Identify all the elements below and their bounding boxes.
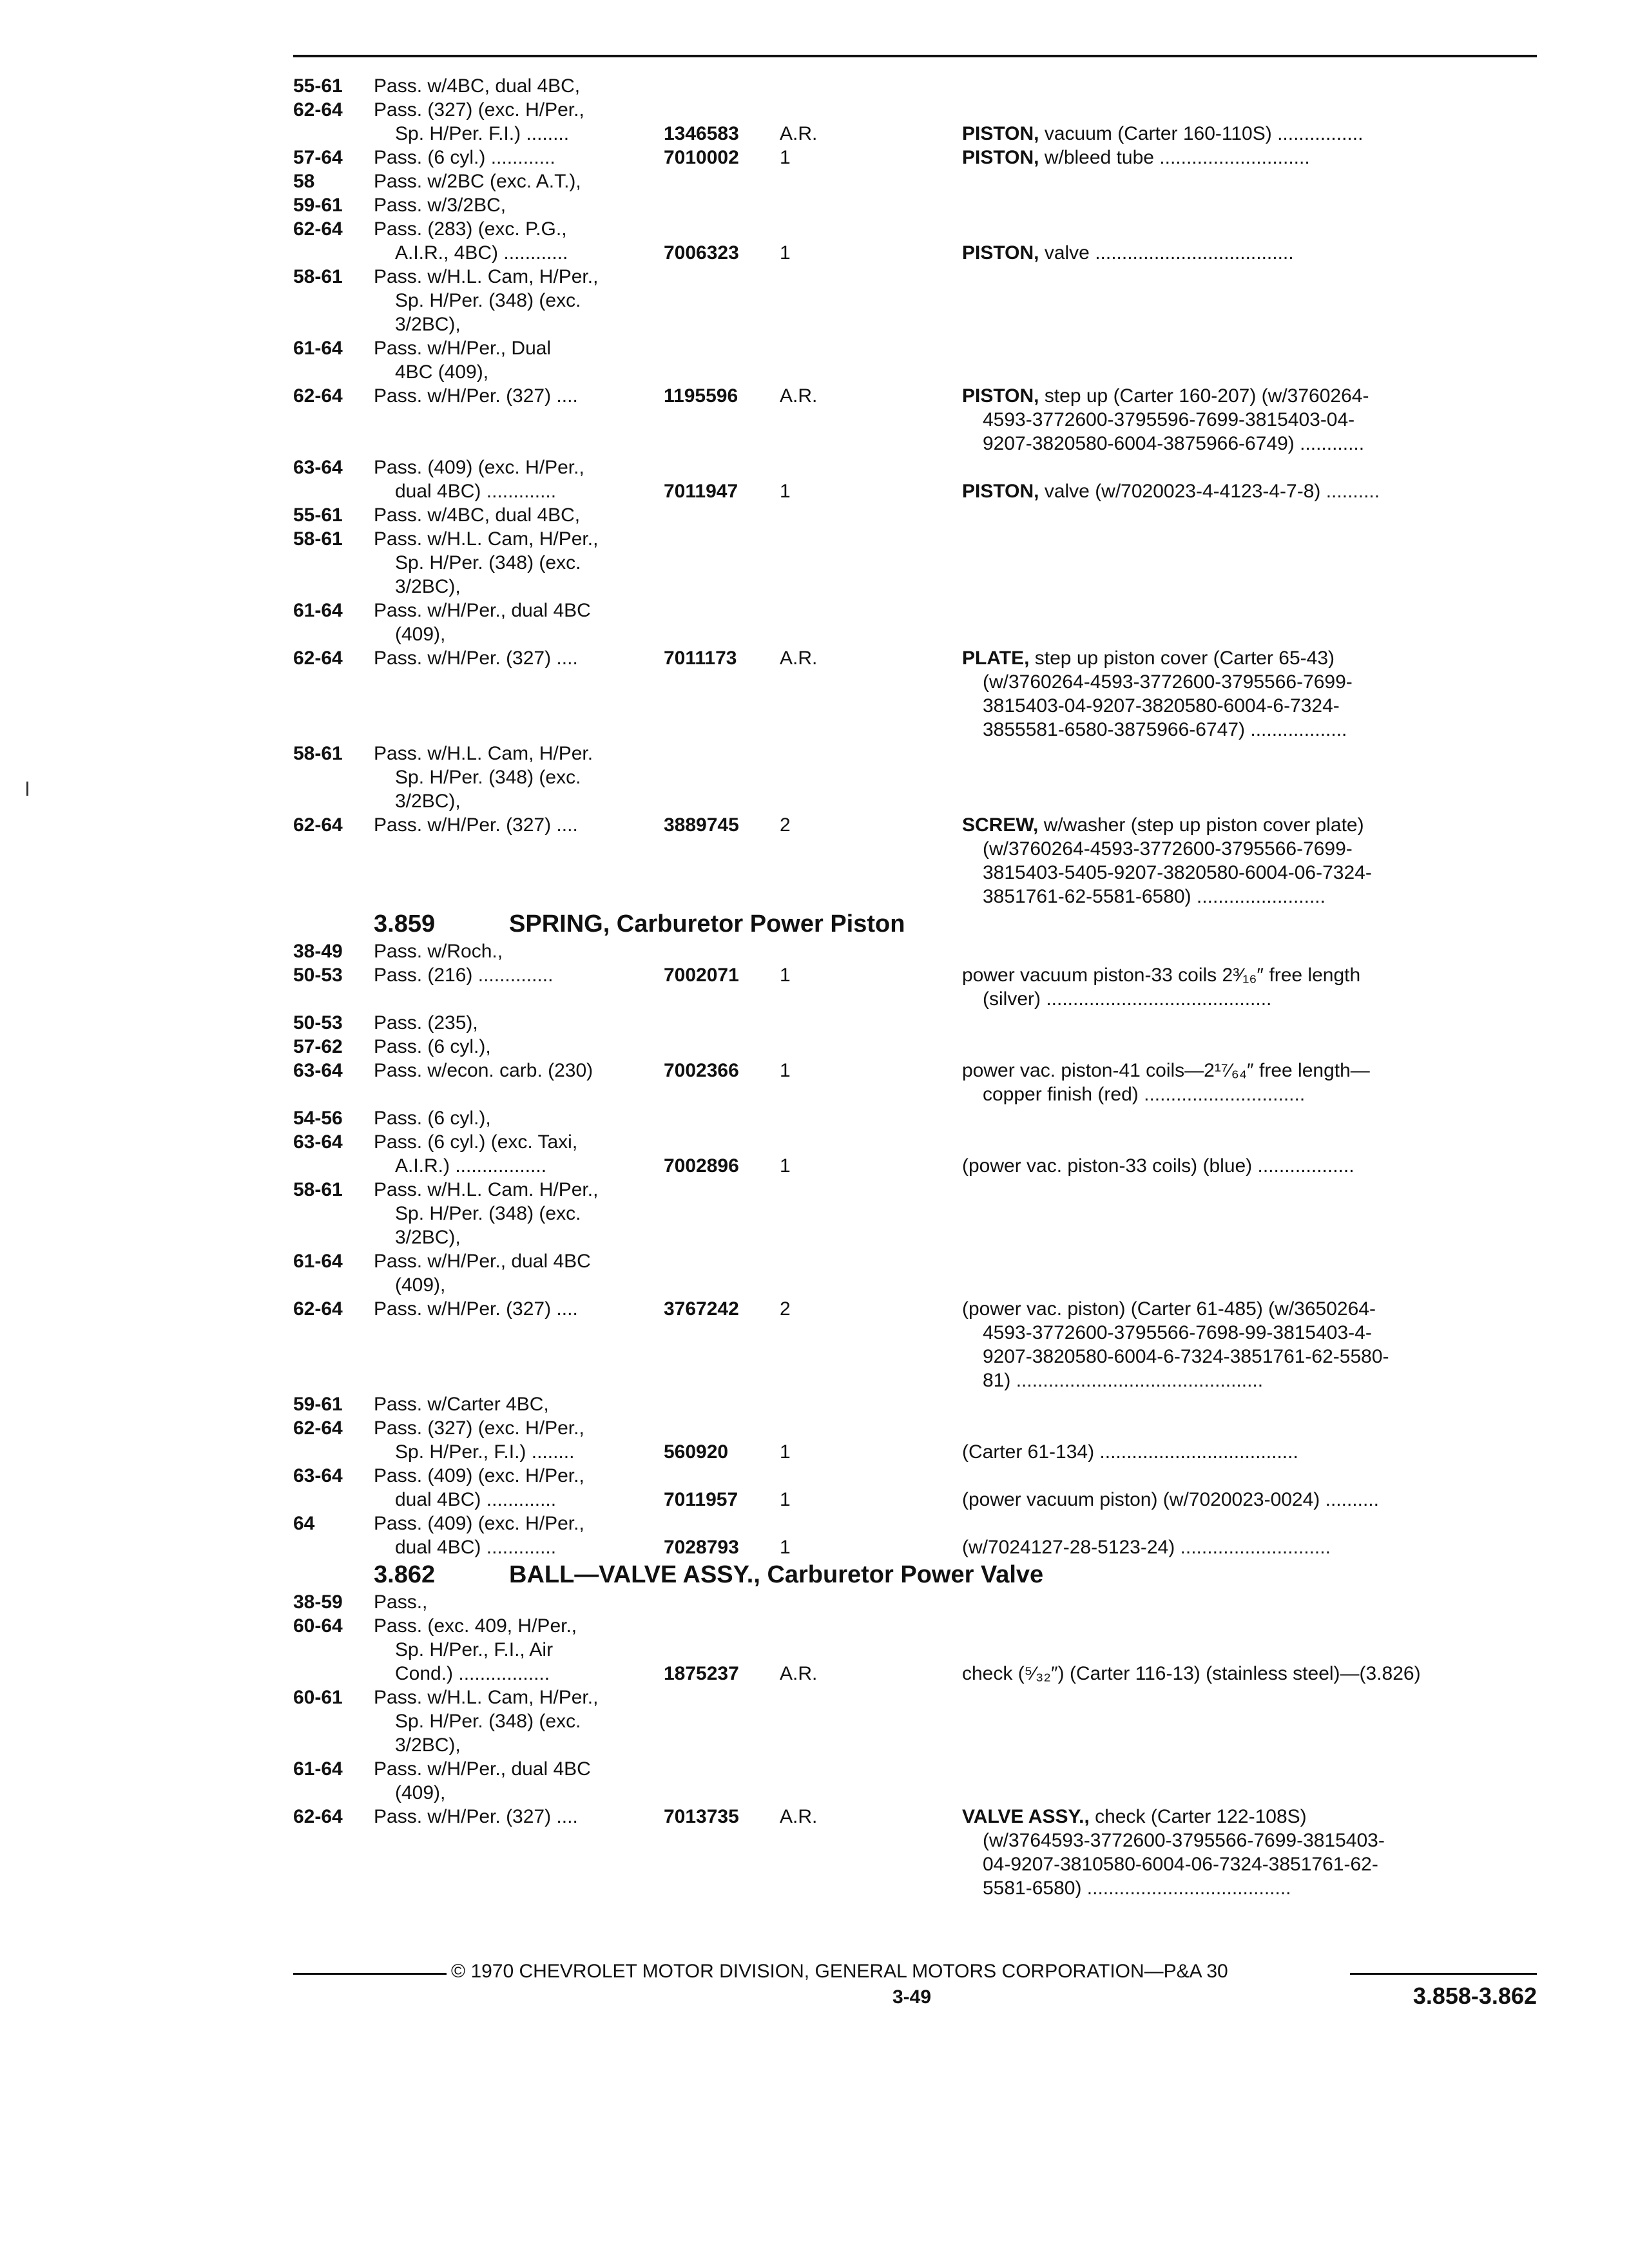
table-row <box>293 1488 1537 1512</box>
application-text: Sp. H/Per. (348) (exc. <box>395 1711 581 1732</box>
section-number: 3.859 <box>374 910 436 937</box>
section-heading <box>293 908 1537 939</box>
table-row <box>293 694 1537 718</box>
part-number: 7028793 <box>664 1537 739 1558</box>
application-text: Pass. (327) (exc. H/Per., <box>374 1418 584 1439</box>
application-text: Pass. w/H.L. Cam, H/Per. <box>374 743 593 764</box>
year-range: 62-64 <box>293 385 343 407</box>
year-range: 54-56 <box>293 1108 343 1129</box>
description-text: 5581-6580) ...................................... <box>983 1878 1291 1899</box>
year-range: 50-53 <box>293 1012 343 1033</box>
application-text: Pass. w/4BC, dual 4BC, <box>374 505 581 526</box>
application-text: Sp. H/Per., F.I., Air <box>395 1639 554 1660</box>
part-name: PISTON, <box>962 147 1039 168</box>
part-description <box>983 837 1557 861</box>
section-title: SPRING, Carburetor Power Piston <box>509 910 905 937</box>
part-number: 7011173 <box>664 648 737 669</box>
description-text: 4593-3772600-3795566-7698-99-3815403-4- <box>983 1322 1372 1343</box>
part-description <box>983 1369 1557 1392</box>
application-text: Pass. w/H/Per., dual 4BC <box>374 1758 591 1780</box>
application-text: Sp. H/Per. F.I.) ........ <box>395 123 570 144</box>
part-number: 1346583 <box>664 123 739 144</box>
table-row <box>293 1757 1537 1781</box>
table-row <box>293 813 1537 837</box>
year-range: 62-64 <box>293 218 343 240</box>
description-text: (w/3760264-4593-3772600-3795566-7699- <box>983 838 1353 860</box>
table-row <box>293 74 1537 98</box>
quantity: 1 <box>780 965 791 986</box>
application-text: Pass. w/3/2BC, <box>374 195 506 216</box>
application-text: Sp. H/Per., F.I.) ........ <box>395 1441 575 1463</box>
part-description <box>983 670 1557 694</box>
part-description <box>983 885 1557 908</box>
part-number: 1195596 <box>664 385 738 407</box>
scan-mark <box>26 782 28 796</box>
application-text: Cond.) ................. <box>395 1663 550 1684</box>
part-number: 7011957 <box>664 1489 738 1510</box>
application-text: (409), <box>395 1782 446 1803</box>
table-row <box>293 384 1537 408</box>
application-text: Pass. w/H/Per. (327) .... <box>374 385 578 407</box>
description-text: (power vac. piston-33 coils) (blue) .................. <box>962 1155 1354 1177</box>
year-range: 38-49 <box>293 941 343 962</box>
application-text: dual 4BC) ............. <box>395 481 557 502</box>
application-text: Pass. w/4BC, dual 4BC, <box>374 75 581 97</box>
table-row <box>293 1535 1537 1559</box>
application-text: dual 4BC) ............. <box>395 1489 557 1510</box>
application-text: Pass. w/H/Per., Dual <box>374 338 552 359</box>
year-range: 62-64 <box>293 648 343 669</box>
quantity: A.R. <box>780 385 818 407</box>
table-row <box>293 169 1537 193</box>
quantity: A.R. <box>780 1663 818 1684</box>
table-row <box>293 1202 1537 1225</box>
table-row <box>293 1273 1537 1297</box>
section-heading <box>293 1559 1537 1590</box>
part-description <box>983 1829 1557 1852</box>
year-range: 63-64 <box>293 457 343 478</box>
table-row <box>293 241 1537 265</box>
quantity: A.R. <box>780 123 818 144</box>
table-row <box>293 670 1537 694</box>
year-range: 62-64 <box>293 1418 343 1439</box>
year-range: 55-61 <box>293 75 343 97</box>
part-description <box>983 408 1557 432</box>
table-row <box>293 1512 1537 1535</box>
table-row <box>293 1416 1537 1440</box>
table-row <box>293 1614 1537 1638</box>
table-row <box>293 527 1537 551</box>
part-description <box>983 694 1557 718</box>
part-description <box>983 987 1557 1011</box>
table-row <box>293 1781 1537 1805</box>
table-row <box>293 193 1537 217</box>
quantity: 1 <box>780 1155 791 1177</box>
application-text: Sp. H/Per. (348) (exc. <box>395 290 581 311</box>
table-row <box>293 1852 1537 1876</box>
application-text: Pass. (327) (exc. H/Per., <box>374 99 584 120</box>
page-number: 3-49 <box>892 1986 932 2008</box>
table-row <box>293 646 1537 670</box>
part-name: PISTON, <box>962 481 1039 502</box>
description-text: step up (Carter 160-207) (w/3760264- <box>1039 385 1369 407</box>
table-row <box>293 217 1537 241</box>
part-description <box>962 479 1537 503</box>
year-range: 63-64 <box>293 1131 343 1153</box>
description-text: 3815403-5405-9207-3820580-6004-06-7324- <box>983 862 1372 883</box>
year-range: 58 <box>293 171 315 192</box>
description-text: (w/3760264-4593-3772600-3795566-7699- <box>983 671 1353 693</box>
application-text: Pass. (exc. 409, H/Per., <box>374 1615 577 1637</box>
part-description <box>962 1059 1537 1082</box>
year-range: 61-64 <box>293 1758 343 1780</box>
part-description <box>962 813 1537 837</box>
part-number: 3889745 <box>664 814 739 836</box>
application-text: 4BC (409), <box>395 361 489 383</box>
section-range: 3.858-3.862 <box>1412 1983 1537 2009</box>
top-rule <box>293 55 1537 57</box>
description-text: w/washer (step up piston cover plate) <box>1038 814 1364 836</box>
year-range: 57-64 <box>293 147 343 168</box>
table-row <box>293 622 1537 646</box>
year-range: 61-64 <box>293 338 343 359</box>
part-name: VALVE ASSY., <box>962 1806 1090 1827</box>
table-row <box>293 360 1537 384</box>
table-row <box>293 1638 1537 1662</box>
description-text: check (Carter 122-108S) <box>1089 1806 1307 1827</box>
year-range: 61-64 <box>293 600 343 621</box>
table-row <box>293 1686 1537 1709</box>
part-description <box>983 1345 1557 1369</box>
part-description <box>983 432 1557 456</box>
table-row <box>293 1369 1537 1392</box>
table-row <box>293 98 1537 122</box>
description-text: (power vacuum piston) (w/7020023-0024) .......... <box>962 1489 1379 1510</box>
application-text: Pass. (409) (exc. H/Per., <box>374 457 584 478</box>
quantity: 1 <box>780 1489 791 1510</box>
part-number: 7002071 <box>664 965 739 986</box>
application-text: Pass. w/H/Per., dual 4BC <box>374 1251 591 1272</box>
year-range: 63-64 <box>293 1060 343 1081</box>
application-text: dual 4BC) ............. <box>395 1537 557 1558</box>
description-text: 3815403-04-9207-3820580-6004-6-7324- <box>983 695 1340 716</box>
application-text: Pass. (235), <box>374 1012 478 1033</box>
description-text: w/bleed tube ............................ <box>1039 147 1310 168</box>
part-description <box>962 1297 1537 1321</box>
application-text: Sp. H/Per. (348) (exc. <box>395 1203 581 1224</box>
footer-rule-left <box>293 1973 447 1975</box>
table-row <box>293 837 1537 861</box>
table-row <box>293 599 1537 622</box>
quantity: 2 <box>780 1298 791 1320</box>
part-description <box>962 1805 1537 1829</box>
table-row <box>293 1082 1537 1106</box>
application-text: Pass. (409) (exc. H/Per., <box>374 1465 584 1486</box>
quantity: 1 <box>780 1441 791 1463</box>
table-row <box>293 987 1537 1011</box>
quantity: 1 <box>780 1537 791 1558</box>
table-row <box>293 1829 1537 1852</box>
part-description <box>962 1535 1537 1559</box>
quantity: A.R. <box>780 648 818 669</box>
quantity: 2 <box>780 814 791 836</box>
table-row <box>293 1876 1537 1900</box>
application-text: Pass. (283) (exc. P.G., <box>374 218 567 240</box>
application-text: Pass. (6 cyl.), <box>374 1108 491 1129</box>
application-text: 3/2BC), <box>395 1735 461 1756</box>
application-text: (409), <box>395 1274 446 1296</box>
table-row <box>293 1035 1537 1059</box>
table-row <box>293 289 1537 312</box>
description-text: vacuum (Carter 160-110S) ................ <box>1039 123 1364 144</box>
part-number: 560920 <box>664 1441 729 1463</box>
application-text: Pass. w/H/Per., dual 4BC <box>374 600 591 621</box>
description-text: (power vac. piston) (Carter 61-485) (w/3650264- <box>962 1298 1376 1320</box>
application-text: Pass. w/Roch., <box>374 941 503 962</box>
table-row <box>293 265 1537 289</box>
part-number: 7010002 <box>664 147 739 168</box>
quantity: 1 <box>780 242 791 264</box>
description-text: 9207-3820580-6004-6-7324-3851761-62-5580- <box>983 1346 1389 1367</box>
part-description <box>962 1440 1537 1464</box>
table-row <box>293 503 1537 527</box>
table-row <box>293 1464 1537 1488</box>
description-text: check (⁵⁄₃₂″) (Carter 116-13) (stainless steel)—(3.826) <box>962 1663 1421 1684</box>
description-text: 3855581-6580-3875966-6747) .................. <box>983 719 1347 740</box>
year-range: 38-59 <box>293 1591 343 1613</box>
application-text: Pass. w/2BC (exc. A.T.), <box>374 171 581 192</box>
table-row <box>293 312 1537 336</box>
table-row <box>293 1059 1537 1082</box>
description-text: (Carter 61-134) ..................................... <box>962 1441 1298 1463</box>
table-row <box>293 1297 1537 1321</box>
part-description <box>962 1154 1537 1178</box>
application-text: Pass. w/H.L. Cam. H/Per., <box>374 1179 599 1200</box>
part-description <box>962 384 1537 408</box>
year-range: 62-64 <box>293 99 343 120</box>
application-text: 3/2BC), <box>395 791 461 812</box>
part-number: 7013735 <box>664 1806 739 1827</box>
table-row <box>293 1345 1537 1369</box>
part-description <box>962 146 1537 169</box>
application-text: Pass. w/H/Per. (327) .... <box>374 814 578 836</box>
year-range: 58-61 <box>293 1179 343 1200</box>
application-text: Pass. w/H.L. Cam, H/Per., <box>374 528 599 550</box>
table-row <box>293 1130 1537 1154</box>
table-row <box>293 1805 1537 1829</box>
part-description <box>962 1662 1537 1686</box>
part-description <box>983 1852 1557 1876</box>
part-description <box>962 1488 1537 1512</box>
year-range: 58-61 <box>293 266 343 287</box>
table-row <box>293 1590 1537 1614</box>
application-text: 3/2BC), <box>395 1227 461 1248</box>
application-text: Pass. (6 cyl.) (exc. Taxi, <box>374 1131 578 1153</box>
table-row <box>293 408 1537 432</box>
table-row <box>293 122 1537 146</box>
quantity: 1 <box>780 147 791 168</box>
part-description <box>983 1876 1557 1900</box>
application-text: A.I.R., 4BC) ............ <box>395 242 568 264</box>
year-range: 55-61 <box>293 505 343 526</box>
table-row <box>293 939 1537 963</box>
table-row <box>293 336 1537 360</box>
year-range: 63-64 <box>293 1465 343 1486</box>
table-row <box>293 1154 1537 1178</box>
table-row <box>293 742 1537 765</box>
table-row <box>293 789 1537 813</box>
description-text: copper finish (red) .............................. <box>983 1084 1306 1105</box>
table-row <box>293 1709 1537 1733</box>
table-row <box>293 1011 1537 1035</box>
quantity: 1 <box>780 481 791 502</box>
application-text: Pass. (6 cyl.) ............ <box>374 147 555 168</box>
description-text: 04-9207-3810580-6004-06-7324-3851761-62- <box>983 1854 1378 1875</box>
application-text: 3/2BC), <box>395 576 461 597</box>
description-text: power vac. piston-41 coils—2¹⁷⁄₆₄″ free length— <box>962 1060 1370 1081</box>
description-text: power vacuum piston-33 coils 2³⁄₁₆″ free length <box>962 965 1361 986</box>
description-text: 3851761-62-5581-6580) ........................ <box>983 886 1325 907</box>
table-row <box>293 1249 1537 1273</box>
year-range: 59-61 <box>293 1394 343 1415</box>
description-text: step up piston cover (Carter 65-43) <box>1029 648 1335 669</box>
application-text: 3/2BC), <box>395 314 461 335</box>
section-title: BALL—VALVE ASSY., Carburetor Power Valve <box>509 1561 1044 1588</box>
table-row <box>293 963 1537 987</box>
application-text: Pass. w/H/Per. (327) .... <box>374 1806 578 1827</box>
application-text: Pass. (409) (exc. H/Per., <box>374 1513 584 1534</box>
part-number: 7011947 <box>664 481 738 502</box>
application-text: Sp. H/Per. (348) (exc. <box>395 552 581 573</box>
part-name: SCREW, <box>962 814 1039 836</box>
application-text: Pass., <box>374 1591 428 1613</box>
copyright-text: © 1970 CHEVROLET MOTOR DIVISION, GENERAL MOTORS CORPORATION—P&A 30 <box>451 1961 1228 1982</box>
table-row <box>293 479 1537 503</box>
application-text: Pass. w/H.L. Cam, H/Per., <box>374 1687 599 1708</box>
part-number: 7006323 <box>664 242 739 264</box>
part-name: PISTON, <box>962 385 1039 407</box>
part-description <box>962 241 1537 265</box>
description-text: 81) .............................................. <box>983 1370 1264 1391</box>
table-row <box>293 146 1537 169</box>
quantity: A.R. <box>780 1806 818 1827</box>
quantity: 1 <box>780 1060 791 1081</box>
part-number: 1875237 <box>664 1663 739 1684</box>
table-row <box>293 1225 1537 1249</box>
part-description <box>983 718 1557 742</box>
parts-listing <box>293 74 1537 1900</box>
description-text: valve (w/7020023-4-4123-4-7-8) .......... <box>1039 481 1380 502</box>
part-number: 7002366 <box>664 1060 739 1081</box>
table-row <box>293 718 1537 742</box>
table-row <box>293 1733 1537 1757</box>
part-description <box>983 861 1557 885</box>
section-number: 3.862 <box>374 1561 436 1588</box>
application-text: Pass. w/H/Per. (327) .... <box>374 648 578 669</box>
year-range: 57-62 <box>293 1036 343 1057</box>
application-text: Sp. H/Per. (348) (exc. <box>395 767 581 788</box>
part-name: PLATE, <box>962 648 1030 669</box>
application-text: Pass. (216) .............. <box>374 965 554 986</box>
part-name: PISTON, <box>962 242 1039 264</box>
table-row <box>293 432 1537 456</box>
year-range: 62-64 <box>293 1298 343 1320</box>
footer-rule-right <box>1350 1973 1537 1975</box>
part-number: 7002896 <box>664 1155 739 1177</box>
year-range: 50-53 <box>293 965 343 986</box>
description-text: (w/3764593-3772600-3795566-7699-3815403- <box>983 1830 1385 1851</box>
table-row <box>293 1106 1537 1130</box>
application-text: A.I.R.) ................. <box>395 1155 547 1177</box>
table-row <box>293 885 1537 908</box>
part-name: PISTON, <box>962 123 1039 144</box>
table-row <box>293 551 1537 575</box>
description-text: valve ..................................... <box>1039 242 1294 264</box>
part-description <box>983 1321 1557 1345</box>
table-row <box>293 575 1537 599</box>
description-text: 9207-3820580-6004-3875966-6749) ............ <box>983 433 1365 454</box>
year-range: 64 <box>293 1513 315 1534</box>
table-row <box>293 1440 1537 1464</box>
part-description <box>962 963 1537 987</box>
part-description <box>962 122 1537 146</box>
application-text: Pass. w/H/Per. (327) .... <box>374 1298 578 1320</box>
table-row <box>293 1662 1537 1686</box>
year-range: 60-61 <box>293 1687 343 1708</box>
application-text: Pass. w/H.L. Cam, H/Per., <box>374 266 599 287</box>
application-text: (409), <box>395 624 446 645</box>
page-footer <box>293 1959 1537 2023</box>
part-number: 3767242 <box>664 1298 739 1320</box>
table-row <box>293 456 1537 479</box>
year-range: 60-64 <box>293 1615 343 1637</box>
table-row <box>293 861 1537 885</box>
year-range: 62-64 <box>293 1806 343 1827</box>
application-text: Pass. w/Carter 4BC, <box>374 1394 549 1415</box>
year-range: 61-64 <box>293 1251 343 1272</box>
application-text: Pass. w/econ. carb. (230) <box>374 1060 593 1081</box>
table-row <box>293 1178 1537 1202</box>
table-row <box>293 1392 1537 1416</box>
year-range: 58-61 <box>293 528 343 550</box>
table-row <box>293 765 1537 789</box>
year-range: 59-61 <box>293 195 343 216</box>
description-text: (silver) .......................................... <box>983 988 1272 1010</box>
year-range: 58-61 <box>293 743 343 764</box>
year-range: 62-64 <box>293 814 343 836</box>
application-text: Pass. (6 cyl.), <box>374 1036 491 1057</box>
part-description <box>962 646 1537 670</box>
description-text: (w/7024127-28-5123-24) ............................ <box>962 1537 1331 1558</box>
part-description <box>983 1082 1557 1106</box>
table-row <box>293 1321 1537 1345</box>
description-text: 4593-3772600-3795596-7699-3815403-04- <box>983 409 1355 430</box>
